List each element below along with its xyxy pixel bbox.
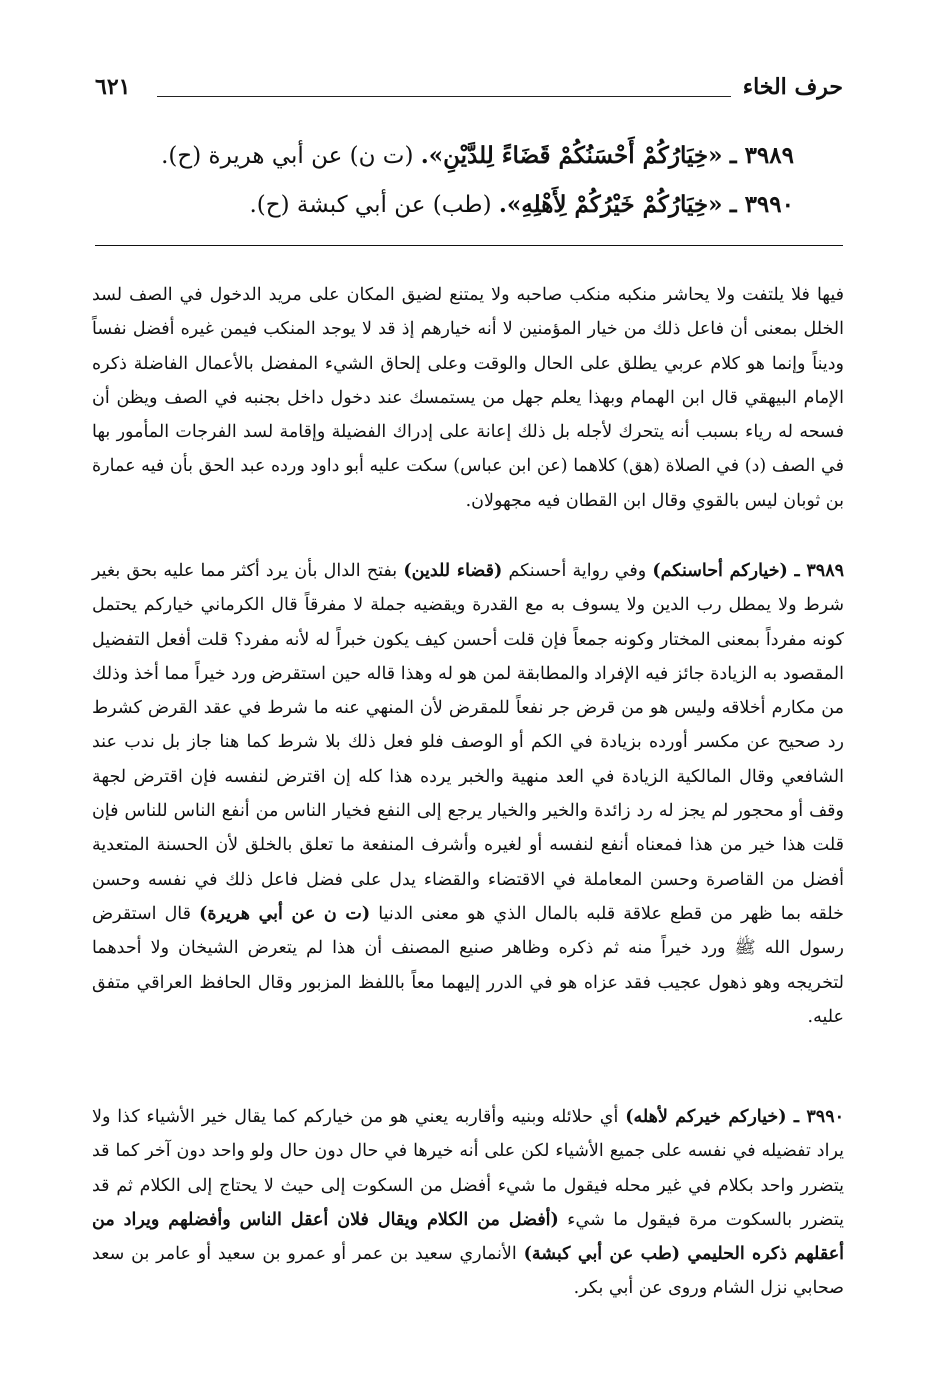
- hadith-text: «خِيَارُكُمْ خَيْرُكُمْ لِأَهْلِهِ».: [498, 191, 723, 218]
- entry-heading: ٣٩٩٠ ـ (خياركم خيركم لأهله): [625, 1107, 844, 1127]
- source-reference: (ت ن عن أبي هريرة): [199, 903, 371, 924]
- hadith-number: ٣٩٨٩ ـ: [729, 142, 794, 169]
- entry-heading: ٣٩٨٩ ـ (خياركم أحاسنكم): [652, 561, 845, 581]
- commentary-text: [92, 1100, 844, 1306]
- commentary-text: فيها فلا يلتفت ولا يحاشر منكبه منكب صاحبه ولا يمتنع لضيق المكان على مريد الدخول في الصف لسد الخلل بمعنى أن فاعل ذلك من خيار المؤمنين لا أنه خيارهم إذ قد لا يوجد المنكب فيمن غيره أفضل نفساً وديناً وإنما هو كلام عربي يطلق على الحال والوقت وعلى إلحاق الشيء المفضل بالأعمال الفاضلة ذكره الإمام البيهقي قال ابن الهمام وبهذا يعلم جهل من يستمسك عند دخول داخل بجنبه في الصف ويظن أن فسحه له رياء بسبب أنه يتحرك لأجله بل ذلك إعانة على إدراك الفضيلة وإقامة لسد الفرجات المأمور بها في الصف (د) في الصلاة (هق) كلاهما (عن ابن عباس) سكت عليه أبو داود ورده عبد الحق بأن فيه عمارة بن ثوبان ليس بالقوي وقال ابن القطان فيه مجهولان.: [92, 285, 844, 511]
- page-number: ٦٢١: [95, 74, 131, 100]
- page-header: [95, 74, 843, 104]
- chapter-title: حرف الخاء: [742, 74, 843, 100]
- hadith-reference: (طب) عن أبي كبشة (ح).: [249, 192, 492, 218]
- hadith-text: «خِيَارُكُمْ أَحْسَنُكُمْ قَضَاءً لِلدَّيْنِ».: [420, 142, 723, 169]
- bold-phrase: (أفضل من الكلام ويقال فلان أعقل الناس وأفضلهم ويراد من أعقلهم ذكره الحليمي (طب عن أبي كبشة): [92, 1209, 845, 1265]
- bold-phrase: (قضاء للدين): [403, 561, 503, 581]
- commentary-span: بفتح الدال بأن يرد أكثر مما عليه بحق بغير شرط ولا يمطل رب الدين ولا يسوف به مع القدرة ويقضيه جملة لا مفرقاً قال الكرماني خياركم يحتمل كونه مفرداً بمعنى المختار وكونه جمعاً فإن قلت أحسن كيف يكون خبراً له لأنه مفرد؟ قلت أفعل التفضيل المقصود به الزيادة جائز فيه الإفراد والمطابقة لمن هو له وهذا قاله حين استقرض ورد خيراً مما أخذ وذلك من مكارم أخلاقه وليس هو من قرض جر نفعاً للمقرض لأن المنهي عنه ما شرط في عقد القرض كشرط رد صحيح عن مكسر أورده بزيادة في الكم أو الوصف فلو فعل ذلك بلا شرط كما هنا جاز بل ندب عند الشافعي وقال المالكية الزيادة في العد منهية والخبر يرده هذا كله إن اقترض لنفسه فإن اقترض لجهة وقف أو محجور لم يجز له رد زائدة والخير والخيار يرجع إلى النفع فخيار الناس من أنفع الناس للناس فإن قلت هذا خير من هذا فمعناه أنفع لنفسه أو لغيره وأشرف المنفعة ما تعلق بالخلق لأن الحسنة المتعدية أفضل من القاصرة وحسن المعاملة في الاقتضاء والقضاء يدل على فضل فاعل ذلك في نفسه وحسن خلقه بما ظهر من قطع علاقة قلبه بالمال الذي هو معنى الدنيا: [92, 561, 844, 924]
- header-rule: [157, 96, 731, 97]
- commentary-span: وفي رواية أحسنكم: [502, 561, 653, 581]
- hadith-3989: [154, 138, 794, 174]
- hadith-3990: [154, 187, 794, 223]
- commentary-span: أي حلائله وبنيه وأقاربه يعني هو من خياركم كما يقال خير الأشياء كذا ولا يراد تفضيله في نفسه على جميع الأشياء لكن على أنه خيرها في حال دون حال ولو واحد دون آخر كما قد يتضرر واحد بكلام في غير محله فيقول ما شيء أفضل من السكوت إلى حيث لا يحتاج إلى الكلام ثم قد يتضرر بالسكوت مرة فيقول ما شيء: [92, 1107, 845, 1230]
- commentary-span: قال استقرض رسول الله ﷺ ورد خيراً منه ثم ذكره وظاهر صنيع المصنف أن هذا لم يتعرض الشيخان ولا أحدهما لتخريجه وهو ذهول عجيب فقد عزاه هو في الدرر إليهما معاً باللفظ المزبور وقال الحافظ العراقي متفق عليه.: [92, 903, 845, 1027]
- commentary-text: [92, 554, 844, 1034]
- commentary-span: الأنماري سعيد بن عمر أو عمرو بن سعيد أو عامر بن سعد صحابي نزل الشام وروى عن أبي بكر.: [92, 1244, 844, 1299]
- hadith-reference: (ت ن) عن أبي هريرة (ح).: [161, 143, 414, 169]
- section-divider: [95, 245, 843, 246]
- commentary-paragraph: [92, 1100, 844, 1306]
- commentary-paragraph: [92, 278, 844, 518]
- commentary-paragraph: [92, 554, 844, 1034]
- hadith-number: ٣٩٩٠ ـ: [729, 191, 794, 218]
